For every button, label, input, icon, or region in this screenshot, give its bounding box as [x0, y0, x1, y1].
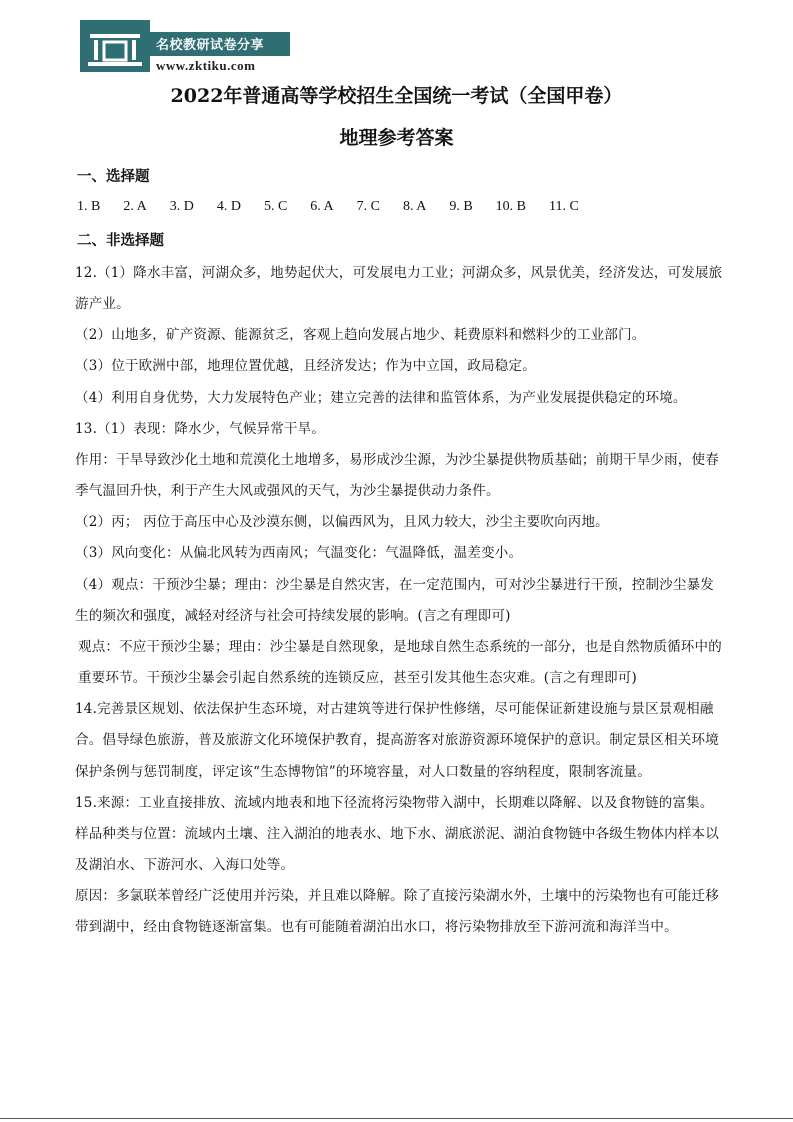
answer-item: 2. A [123, 199, 147, 214]
page-bottom-rule [0, 1118, 793, 1119]
answer-paragraph: 13.（1）表现：降水少，气候异常干旱。 [75, 420, 326, 437]
section-heading-choice: 一、选择题 [77, 169, 150, 185]
answer-paragraph: 12.（1）降水丰富，河湖众多，地势起伏大，可发展电力工业；河湖众多，风景优美，经济发达，可发展旅游产业。 [75, 265, 723, 313]
answer-paragraph: 样品种类与位置：流域内土壤、注入湖泊的地表水、地下水、湖底淤泥、湖泊食物链中各级生物体内样本以及湖泊水、下游河水、入海口处等。 [75, 825, 719, 873]
answer-paragraph: （3）风向变化：从偏北风转为西南风；气温变化：气温降低，温差变小。 [75, 545, 523, 562]
answer-paragraph: 作用：干旱导致沙化土地和荒漠化土地增多，易形成沙尘源，为沙尘暴提供物质基础；前期干旱少雨，使春季气温回升快，利于产生大风或强风的天气，为沙尘暴提供动力条件。 [75, 451, 719, 500]
answer-paragraph: 14.完善景区规划、依法保护生态环境，对古建筑等进行保护性修缮，尽可能保证新建设施与景区景观相融合。倡导绿色旅游，普及旅游文化环境保护教育，提高游客对旅游资源环境保护的意识。制定景区相关环境保护条例与惩罚制度，评定该“生态博物馆”的环境容量，对人口数量的容纳程度，限制客流量。 [75, 701, 719, 780]
logo-url[interactable]: www.zktiku.com [156, 58, 256, 73]
answer-body [75, 258, 725, 943]
answer-item: 6. A [310, 199, 334, 214]
answer-item: 3. D [169, 199, 194, 214]
answer-paragraph: 15.来源：工业直接排放、流域内地表和地下径流将污染物带入湖中，长期难以降解、以及食物链的富集。 [75, 794, 714, 811]
answer-paragraph: 原因：多氯联苯曾经广泛使用并污染，并且难以降解。除了直接污染湖水外，土壤中的污染物也有可能迁移带到湖中，经由食物链逐渐富集。也有可能随着湖泊出水口，将污染物排放至下游河流和海洋当中。 [75, 888, 719, 936]
answer-item: 1. B [77, 199, 101, 214]
answer-item: 8. A [402, 199, 427, 214]
choice-answers [77, 199, 602, 215]
building-logo-icon [80, 20, 150, 72]
answer-paragraph: （4）利用自身优势，大力发展特色产业；建立完善的法律和监管体系，为产业发展提供稳定的环境。 [75, 389, 687, 406]
answer-item: 4. D [216, 199, 241, 214]
answer-item: 7. C [356, 199, 380, 214]
answer-paragraph: 观点：不应干预沙尘暴；理由：沙尘暴是自然现象，是地球自然生态系统的一部分，也是自然物质循环中的重要环节。干预沙尘暴会引起自然系统的连锁反应，甚至引发其他生态灾难。(言之有理即可) [78, 638, 722, 687]
answer-item: 10. B [495, 199, 526, 214]
answer-paragraph: （3）位于欧洲中部，地理位置优越，且经济发达；作为中立国，政局稳定。 [75, 358, 536, 375]
logo-text: 名校教研试卷分享 [156, 38, 265, 53]
answer-paragraph: （2）山地多，矿产资源、能源贫乏，客观上趋向发展占地少、耗费原料和燃料少的工业部门。 [75, 327, 646, 344]
answer-item: 5. C [263, 199, 288, 214]
answer-paragraph: （2）丙； 丙位于高压中心及沙漠东侧，以偏西风为，且风力较大，沙尘主要吹向丙地。 [75, 514, 609, 531]
answer-item: 9. B [449, 199, 473, 214]
section-heading-nonchoice: 二、非选择题 [77, 233, 164, 249]
answer-paragraph: （4）观点：干预沙尘暴；理由：沙尘暴是自然灾害，在一定范围内，可对沙尘暴进行干预，控制沙尘暴发生的频次和强度，减轻对经济与社会可持续发展的影响。(言之有理即可) [75, 576, 714, 624]
document-title: 2022年普通高等学校招生全国统一考试（全国甲卷） [170, 85, 623, 107]
document-subtitle: 地理参考答案 [339, 127, 454, 149]
answer-item: 11. C [549, 199, 579, 214]
site-logo[interactable] [80, 20, 295, 76]
